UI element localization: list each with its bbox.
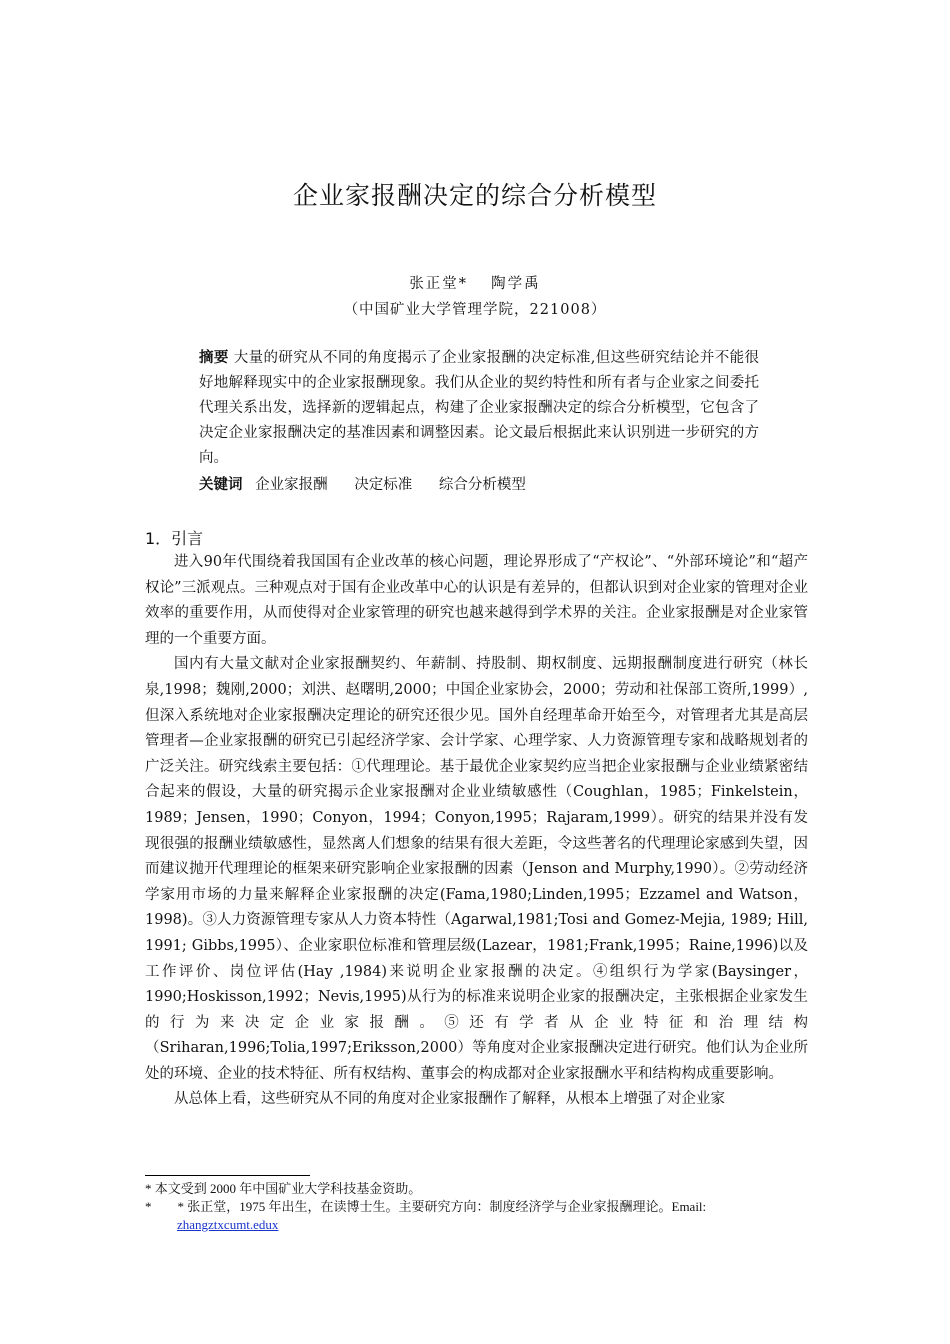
keyword-item: 综合分析模型 — [438, 477, 526, 493]
footnote-author: * * 张正堂，1975 年出生，在读博士生。主要研究方向：制度经济学与企业家报酬理论。Email: — [145, 1199, 707, 1214]
abstract-label: 摘要 — [199, 350, 229, 366]
abstract-block — [199, 346, 759, 471]
author-affiliation: （中国矿业大学管理学院，221008） — [343, 302, 607, 318]
paper-title: 企业家报酬决定的综合分析模型 — [292, 181, 657, 210]
footnote-funding: * 本文受到 2000 年中国矿业大学科技基金资助。 — [145, 1181, 422, 1196]
footnote-divider — [145, 1175, 310, 1176]
section-heading: 1．引言 — [145, 529, 204, 548]
body-paragraph: 从总体上看，这些研究从不同的角度对企业家报酬作了解释，从根本上增强了对企业家 — [174, 1091, 725, 1108]
author-list: 张正堂* 陶学禹 — [409, 276, 541, 292]
body-text — [145, 550, 808, 1113]
abstract-text: 大量的研究从不同的角度揭示了企业家报酬的决定标准,但这些研究结论并不能很好地解释现实中的企业家报酬现象。我们从企业的契约特性和所有者与企业家之间委托代理关系出发，选择新的逻辑起点，构建了企业家报酬决定的综合分析模型，它包含了决定企业家报酬决定的基准因素和调整因素。论文最后根据此来认识别进一步研究的方向。 — [199, 350, 760, 466]
keyword-item: 企业家报酬 — [255, 477, 328, 493]
footnote-email-link[interactable]: zhangztxcumt.edux — [177, 1217, 279, 1232]
footnotes — [145, 1180, 808, 1234]
keywords-label: 关键词 — [199, 477, 243, 493]
body-paragraph: 国内有大量文献对企业家报酬契约、年薪制、持股制、期权制度、远期报酬制度进行研究（林长泉,1998；魏刚,2000；刘洪、赵曙明,2000；中国企业家协会，2000；劳动和社保部工资所,1999）,但深入系统地对企业家报酬决定理论的研究还很少见。国外自经理革命开始至今，对管理者尤其是高层管理者—企业家报酬的研究已引起经济学家、会计学家、心理学家、人力资源管理专家和战略规划者的广泛关注。研究线索主要包括：①代理理论。基于最优企业家契约应当把企业家报酬与企业业绩紧密结合起来的假设，大量的研究揭示企业家报酬对企业业绩敏感性（Coughlan，1985；Finkelstein，1989；Jensen，1990；Conyon，1994；Conyon,1995；Rajaram,1999）。研究的结果并没有发现很强的报酬业绩敏感性，显然离人们想象的结果有很大差距，令这些著名的代理理论家感到失望，因而建议抛开代理理论的框架来研究影响企业家报酬的因素（Jenson and Murphy,1990）。②劳动经济学家用市场的力量来解释企业家报酬的决定(Fama,1980;Linden,1995；Ezzamel and Watson，1998)。③人力资源管理专家从人力资本特性（Agarwal,1981;Tosi and Gomez-Mejia, 1989; Hill, 1991; Gibbs,1995）、企业家职位标准和管理层级(Lazear，1981;Frank,1995；Raine,1996)以及工作评价、岗位评估(Hay ,1984)来说明企业家报酬的决定。④组织行为学家(Baysinger，1990;Hoskisson,1992；Nevis,1995)从行为的标准来说明企业家的报酬决定，主张根据企业家发生的行为来决定企业家报酬。⑤还有学者从企业特征和治理结构（Sriharan,1996;Tolia,1997;Eriksson,2000）等角度对企业家报酬决定进行研究。他们认为企业所处的环境、企业的技术特征、所有权结构、董事会的构成都对企业家报酬水平和结构构成重要影响。 — [145, 656, 808, 1082]
keyword-item: 决定标准 — [354, 477, 413, 493]
body-paragraph: 进入90年代围绕着我国国有企业改革的核心问题，理论界形成了“产权论”、“外部环境论”和“超产权论”三派观点。三种观点对于国有企业改革中心的认识是有差异的，但都认识到对企业家的管理对企业效率的重要作用，从而使得对企业家管理的研究也越来越得到学术界的关注。企业家报酬是对企业家管理的一个重要方面。 — [145, 554, 808, 647]
keywords-line — [199, 473, 759, 494]
